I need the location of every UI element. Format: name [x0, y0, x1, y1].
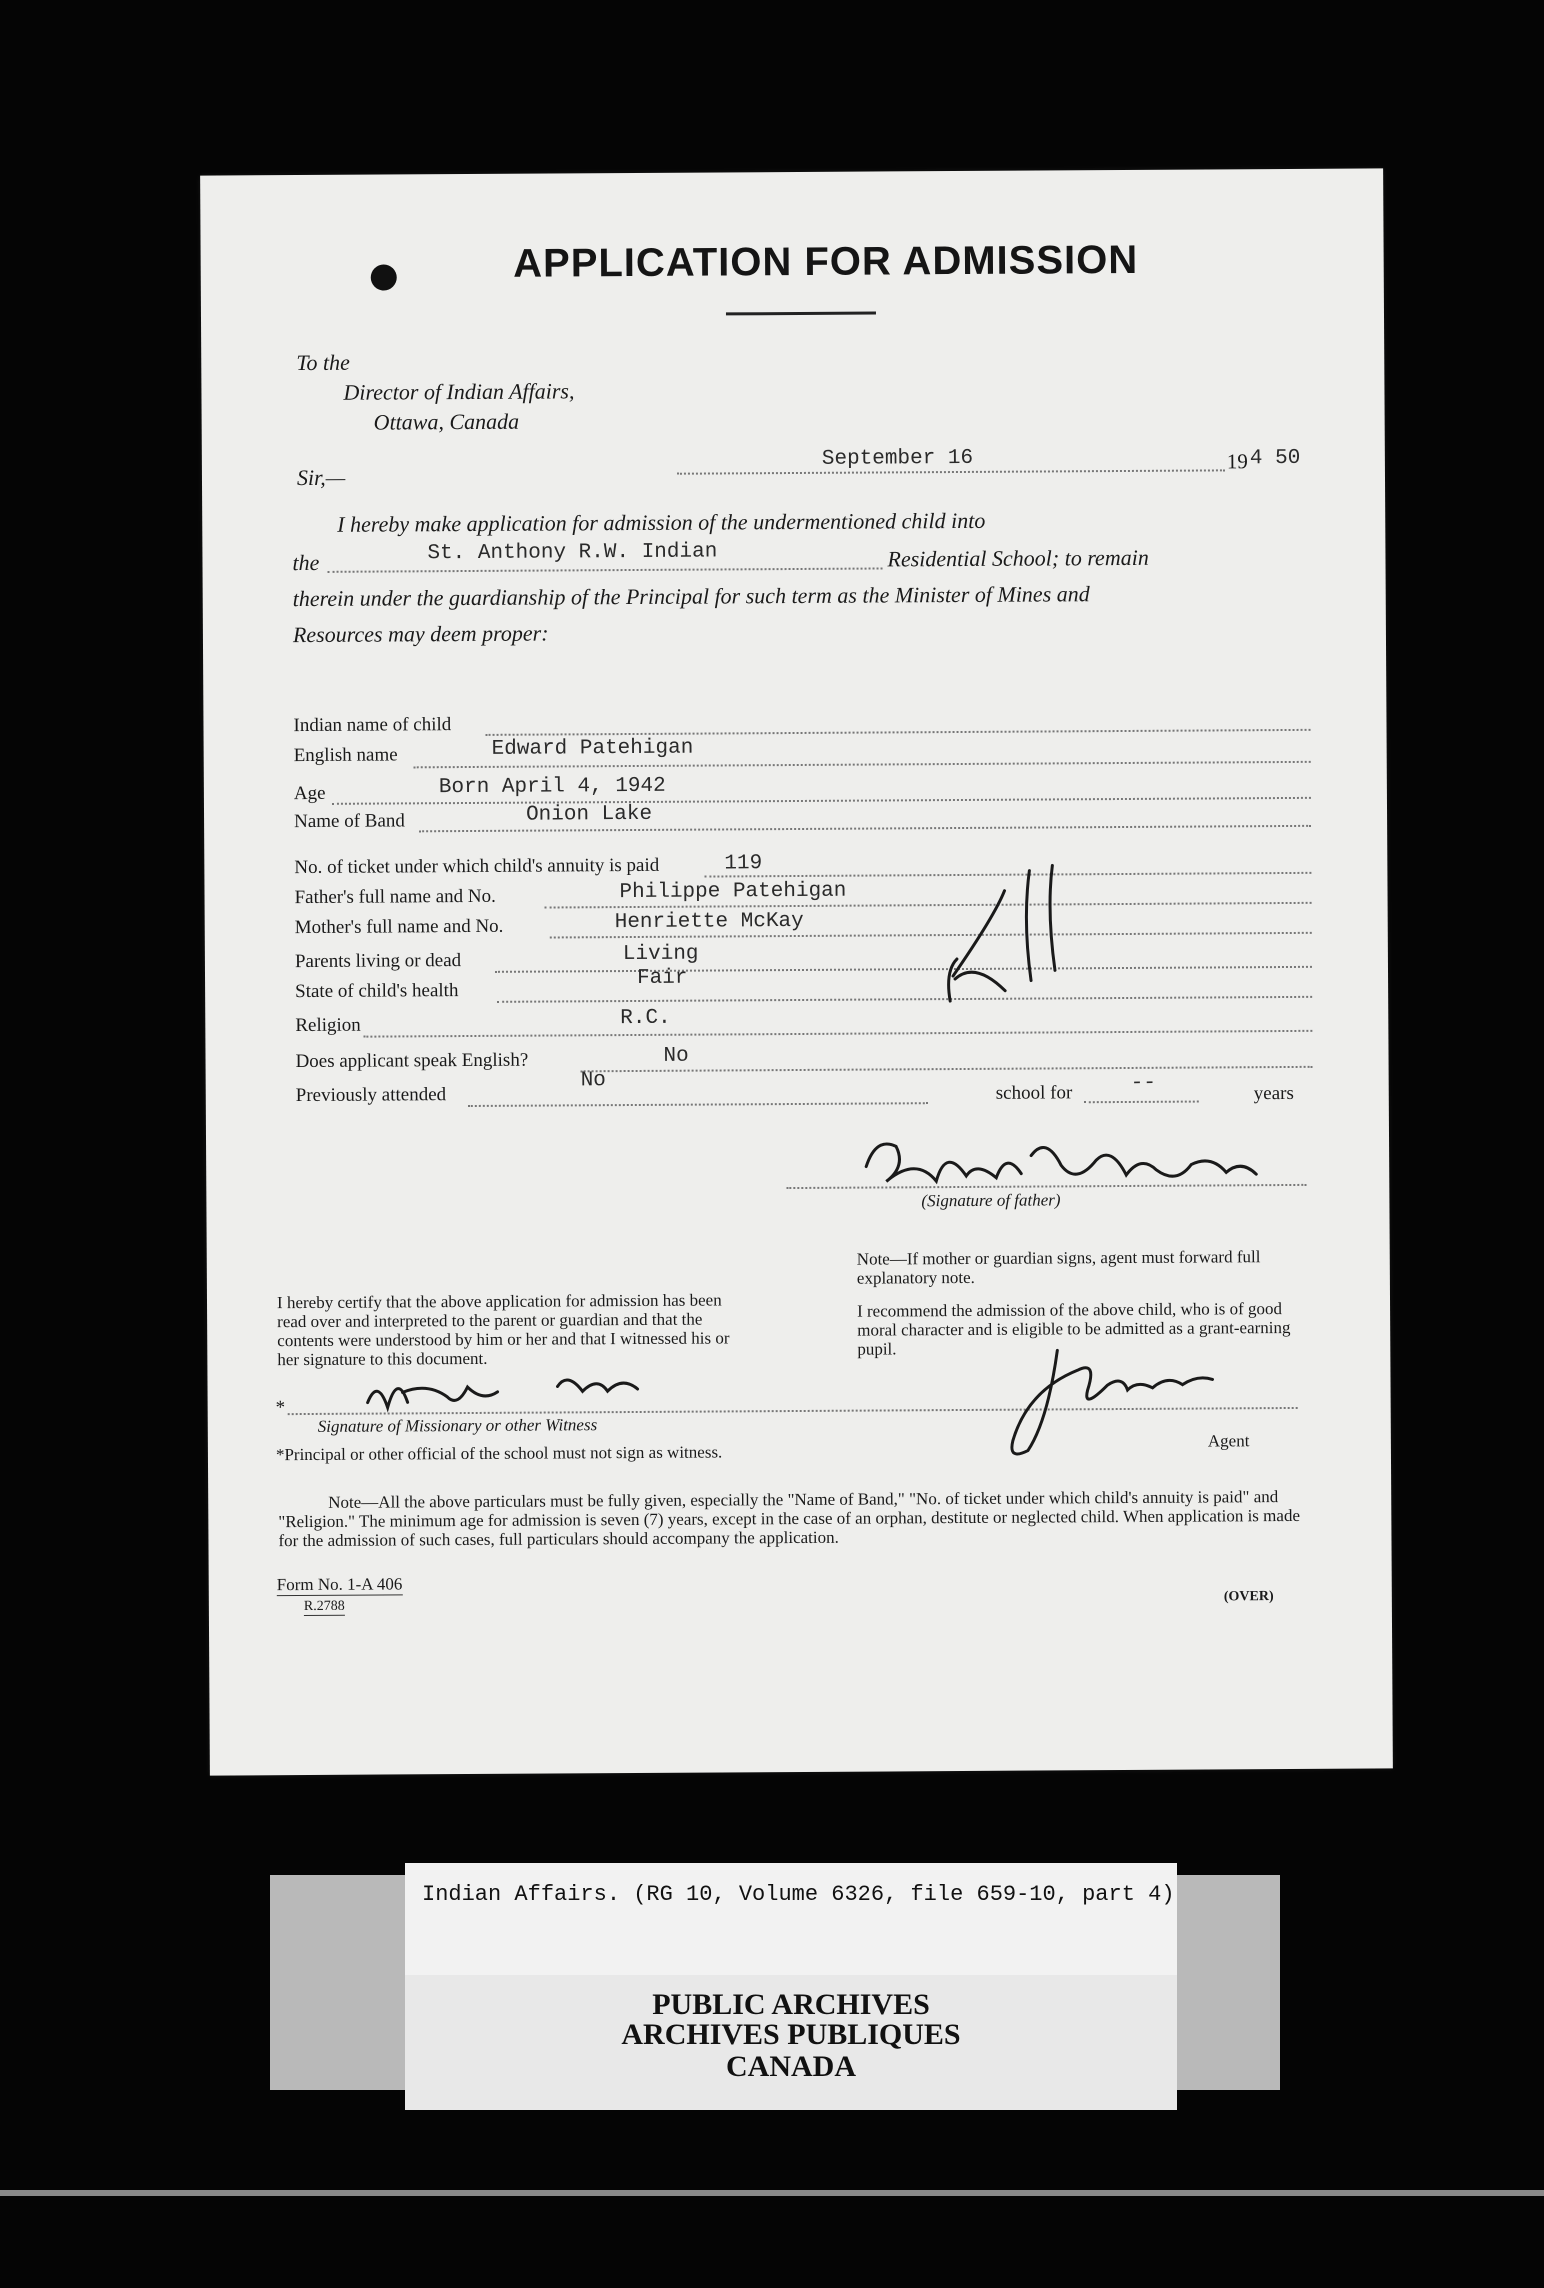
english-speak-label: Does applicant speak English? [295, 1049, 529, 1073]
to-the-text: To the [296, 349, 350, 376]
application-form-page [200, 168, 1393, 1775]
title-underline [726, 312, 876, 316]
previous-label: Previously attended [295, 1084, 447, 1107]
recommendation-text: I recommend the admission of the above child, who is of good moral character and is eligible to be admitted as a grant-earning pupil. [857, 1299, 1291, 1359]
archive-line-1: PUBLIC ARCHIVES [652, 1988, 930, 2021]
father-signature-image [856, 1124, 1276, 1207]
witness-star: * [275, 1397, 286, 1419]
parents-value: Living [622, 942, 699, 967]
parents-line [495, 966, 1312, 973]
over-label: (OVER) [1223, 1589, 1274, 1605]
indian-name-label: Indian name of child [293, 714, 452, 737]
school-for-value: -- [1130, 1071, 1156, 1095]
sir-salutation: Sir,— [296, 464, 346, 491]
mother-value: Henriette McKay [614, 909, 804, 935]
intro-line-1: I hereby make application for admission of the undermentioned child into [337, 507, 986, 537]
age-value: Born April 4, 1942 [438, 774, 666, 800]
form-number: Form No. 1-A 406 [276, 1574, 403, 1595]
agent-label: Agent [1207, 1431, 1250, 1451]
certification-text: I hereby certify that the above application for admission has been read over and interpreted to the parent or guardian and that the contents were understood by him or her and that I witnessed his or her signature to this document. [276, 1290, 730, 1370]
father-value: Philippe Patehigan [619, 879, 847, 905]
film-edge-line [0, 2190, 1544, 2196]
years-label: years [1253, 1082, 1294, 1105]
year-value: 4 50 [1249, 446, 1301, 471]
archive-line-3: CANADA [726, 2050, 856, 2083]
indian-name-line [486, 729, 1311, 736]
previous-line [468, 1102, 928, 1107]
agent-signature-image [987, 1329, 1228, 1470]
school-name-value: St. Anthony R.W. Indian [427, 540, 718, 566]
mother-guardian-note: Note—If mother or guardian signs, agent must forward full explanatory note. [856, 1247, 1261, 1288]
health-label: State of child's health [295, 980, 459, 1003]
school-line [328, 567, 883, 572]
form-title: APPLICATION FOR ADMISSION [513, 237, 1139, 286]
intro-line-4: Resources may deem proper: [292, 620, 549, 648]
intro-line-2-end: Residential School; to remain [887, 544, 1149, 572]
previous-value: No [580, 1069, 606, 1093]
health-value: Fair [636, 966, 688, 990]
bottom-note: Note—All the above particulars must be fully given, especially the "Name of Band," "No. of ticket under which child's annuity is paid" and "Religion." The minimum age for admission is seven (7) years, except in the case of an orphan, destitute or neglected child. When application is made for the admission of such cases, full particulars should accompany the application. [278, 1487, 1301, 1551]
age-label: Age [293, 782, 326, 805]
form-reference: R.2788 [303, 1598, 345, 1615]
ticket-value: 119 [724, 852, 763, 876]
religion-line [363, 1030, 1312, 1038]
english-speak-line [581, 1066, 1313, 1072]
ticket-label: No. of ticket under which child's annuity is paid [294, 854, 660, 879]
intro-line-3: therein under the guardianship of the Principal for such term as the Minister of Mines and [292, 581, 1090, 612]
english-name-line [414, 761, 1311, 768]
religion-label: Religion [295, 1014, 361, 1037]
ottawa-text: Ottawa, Canada [373, 408, 520, 435]
mother-label: Mother's full name and No. [294, 915, 504, 939]
witness-caption: Signature of Missionary or other Witness [317, 1415, 598, 1436]
health-line [497, 996, 1312, 1003]
band-value: Onion Lake [525, 802, 653, 827]
director-text: Director of Indian Affairs, [343, 378, 575, 405]
father-signature-caption: (Signature of father) [921, 1190, 1061, 1211]
father-label: Father's full name and No. [294, 885, 496, 909]
principal-note: *Principal or other official of the school must not sign as witness. [275, 1442, 723, 1465]
religion-value: R.C. [620, 1006, 671, 1031]
english-speak-value: No [663, 1044, 689, 1068]
school-for-label: school for [995, 1082, 1073, 1104]
archive-line-2: ARCHIVES PUBLIQUES [621, 2018, 961, 2051]
band-label: Name of Band [294, 810, 405, 833]
archive-reference: Indian Affairs. (RG 10, Volume 6326, file 659-10, part 4) [422, 1882, 1175, 1907]
intro-the: the [292, 549, 320, 576]
handwritten-mark-icon [934, 860, 1085, 1021]
english-name-value: Edward Patehigan [491, 736, 694, 761]
parents-label: Parents living or dead [294, 950, 462, 973]
date-value: September 16 [821, 446, 974, 471]
school-for-line [1084, 1101, 1199, 1104]
year-prefix: 19 [1226, 449, 1248, 474]
date-line [677, 469, 1225, 474]
english-name-label: English name [293, 744, 398, 767]
